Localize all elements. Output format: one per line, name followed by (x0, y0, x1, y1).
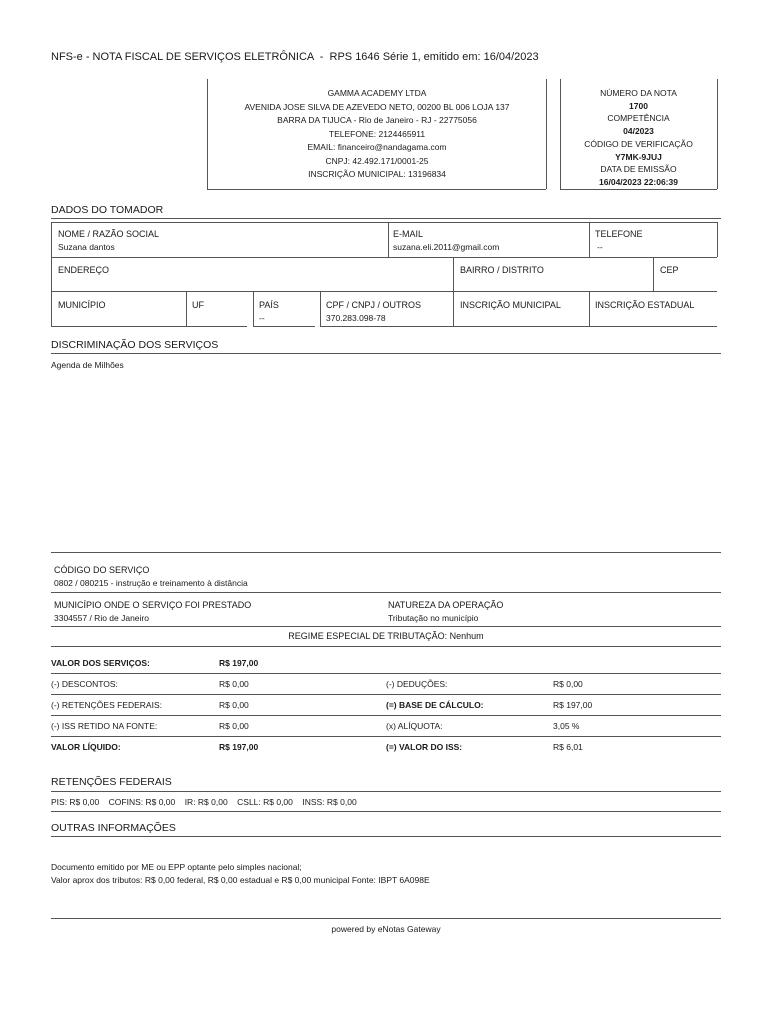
verification-code: Y7MK-9JUJ (615, 151, 662, 162)
calc-base-value: R$ 197,00 (553, 700, 593, 710)
service-place: 3304557 / Rio de Janeiro (54, 613, 149, 623)
taker-district-label: BAIRRO / DISTRITO (460, 265, 544, 275)
taker-phone: -- (597, 242, 603, 252)
taker-doc-label: CPF / CNPJ / OUTROS (326, 300, 422, 310)
issue-date: 16/04/2023 22:06:39 (599, 176, 678, 187)
deductions-label: (-) DEDUÇÕES: (386, 679, 448, 689)
other-info-section-title: OUTRAS INFORMAÇÕES (51, 822, 176, 834)
iss-retained-label: (-) ISS RETIDO NA FONTE: (51, 721, 158, 731)
net-value: R$ 197,00 (219, 742, 259, 752)
taker-city-label: MUNICÍPIO (58, 300, 106, 310)
iss-value-label: (=) VALOR DO ISS: (386, 742, 463, 752)
other-info-line-2: Valor aprox dos tributos: R$ 0,00 federal, R$ 0,00 estadual e R$ 0,00 municipal Fonte: IBPT 6A098E (51, 875, 430, 885)
nature-value: Tributação no município (388, 613, 479, 623)
issuer-city: BARRA DA TIJUCA - Rio de Janeiro - RJ - 22775056 (277, 115, 477, 125)
federal-retentions-value: R$ 0,00 (219, 700, 249, 710)
services-value-label: VALOR DOS SERVIÇOS: (51, 658, 150, 668)
service-code: 0802 / 080215 - instrução e treinamento à distância (54, 578, 248, 588)
taker-name: Suzana dantos (58, 242, 115, 252)
rate-value: 3,05 % (553, 721, 580, 731)
services-value: R$ 197,00 (219, 658, 259, 668)
taker-doc: 370.283.098-78 (326, 313, 386, 323)
service-place-label: MUNICÍPIO ONDE O SERVIÇO FOI PRESTADO (54, 600, 252, 610)
issue-date-label: DATA DE EMISSÃO (600, 164, 677, 175)
iss-retained-value: R$ 0,00 (219, 721, 249, 731)
powered-by: powered by eNotas Gateway (331, 924, 441, 934)
services-section-title: DISCRIMINAÇÃO DOS SERVIÇOS (51, 339, 219, 351)
iss-value: R$ 6,01 (553, 742, 583, 752)
calc-base-label: (=) BASE DE CÁLCULO: (386, 700, 484, 710)
taker-email: suzana.eli.2011@gmail.com (393, 242, 500, 252)
taker-state-label: INSCRIÇÃO ESTADUAL (595, 300, 695, 310)
issuer-address: AVENIDA JOSE SILVA DE AZEVEDO NETO, 00200 BL 006 LOJA 137 (244, 101, 510, 112)
issuer-municipal-registration: INSCRIÇÃO MUNICIPAL: 13196834 (308, 169, 446, 179)
taker-municipal-label: INSCRIÇÃO MUNICIPAL (460, 300, 561, 310)
taker-section-title: DADOS DO TOMADOR (51, 204, 164, 216)
issuer-name: GAMMA ACADEMY LTDA (327, 88, 427, 98)
issuer-cnpj: CNPJ: 42.492.171/0001-25 (325, 155, 429, 166)
note-number: 1700 (629, 100, 648, 111)
taker-cep-label: CEP (660, 265, 679, 275)
taker-uf-label: UF (192, 300, 204, 310)
verification-label: CÓDIGO DE VERIFICAÇÃO (584, 138, 693, 149)
discounts-value: R$ 0,00 (219, 679, 249, 689)
services-description: Agenda de Milhões (51, 360, 124, 370)
taker-country: -- (259, 313, 265, 323)
issuer-email: EMAIL: financeiro@nandagama.com (307, 142, 447, 152)
retentions-section-title: RETENÇÕES FEDERAIS (51, 776, 172, 788)
retentions-line: PIS: R$ 0,00 COFINS: R$ 0,00 IR: R$ 0,00 CSLL: R$ 0,00 INSS: R$ 0,00 (51, 797, 357, 807)
issuer-phone: TELEFONE: 2124465911 (328, 128, 426, 139)
taker-address-label: ENDEREÇO (58, 265, 110, 275)
taker-email-label: E-MAIL (393, 229, 424, 239)
service-code-label: CÓDIGO DO SERVIÇO (54, 565, 150, 575)
discounts-label: (-) DESCONTOS: (51, 679, 118, 689)
competence-label: COMPETÊNCIA (607, 113, 670, 124)
net-value-label: VALOR LÍQUIDO: (51, 742, 121, 752)
deductions-value: R$ 0,00 (553, 679, 583, 689)
nature-label: NATUREZA DA OPERAÇÃO (388, 600, 504, 610)
federal-retentions-label: (-) RETENÇÕES FEDERAIS: (51, 700, 162, 710)
taker-phone-label: TELEFONE (595, 229, 643, 239)
tax-regime: REGIME ESPECIAL DE TRIBUTAÇÃO: Nenhum (288, 631, 484, 641)
other-info-line-1: Documento emitido por ME ou EPP optante pelo simples nacional; (51, 862, 302, 872)
competence-value: 04/2023 (623, 126, 654, 137)
taker-name-label: NOME / RAZÃO SOCIAL (58, 229, 160, 239)
document-title: NFS-e - NOTA FISCAL DE SERVIÇOS ELETRÔNICA - RPS 1646 Série 1, emitido em: 16/04/2023 (51, 51, 539, 63)
taker-country-label: PAÍS (259, 300, 279, 310)
note-number-label: NÚMERO DA NOTA (600, 88, 677, 98)
rate-label: (x) ALÍQUOTA: (386, 721, 443, 731)
